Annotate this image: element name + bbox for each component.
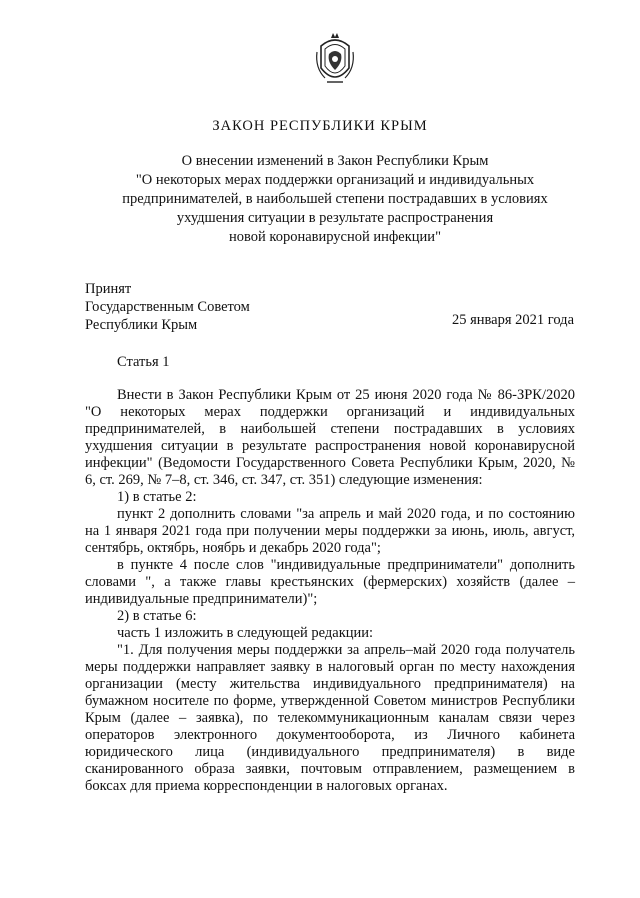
adoption-date: 25 января 2021 года — [451, 312, 574, 328]
article-heading: Статья 1 — [117, 354, 170, 370]
adopted-line: Республики Крым — [85, 317, 198, 333]
paragraph: часть 1 изложить в следующей редакции: — [117, 625, 374, 641]
crimea-coat-of-arms-icon — [313, 32, 357, 90]
paragraph: "1. Для получения меры поддержки за апрель–май 2020 года получатель меры поддержки направляет заявку в налоговый орган по месту нахождения организации (месту жительства индивидуального предпринимателя) на бумажном носителе по форме, утвержденной Советом министров Республики Крым (далее – заявка), по телекоммуникационным каналам связи через операторов электронного документооборота, из Личного кабинета юридического лица (индивидуального предпринимателя) в виде сканированного образа заявки, почтовым отправлением, размещением в боксах для приема корреспонденции в налоговых органах. — [85, 642, 575, 794]
paragraph: пункт 2 дополнить словами "за апрель и май 2020 года, и по состоянию на 1 января 2021 года при получении меры поддержки за июнь, июль, август, сентябрь, октябрь, ноябрь и декабрь 2020 года"; — [85, 506, 575, 556]
article-body — [85, 387, 575, 795]
law-title: ЗАКОН РЕСПУБЛИКИ КРЫМ — [212, 118, 428, 134]
subtitle-line: О внесении изменений в Закон Республики Крым — [181, 153, 489, 169]
paragraph: 1) в статье 2: — [117, 489, 197, 505]
paragraph: Внести в Закон Республики Крым от 25 июня 2020 года № 86-ЗРК/2020 "О некоторых мерах поддержки организаций и индивидуальных предпринимателей, в наибольшей степени пострадавших в условиях ухудшения ситуации в результате распространения новой коронавирусной инфекции" (Ведомости Государственного Совета Республики Крым, 2020, № 6, ст. 269, № 7–8, ст. 346, ст. 347, ст. 351) следующие изменения: — [85, 387, 575, 488]
adopted-line: Принят — [85, 281, 132, 297]
adopted-line: Государственным Советом — [85, 299, 250, 315]
paragraph: в пункте 4 после слов "индивидуальные предприниматели" дополнить словами ", а также главы крестьянских (фермерских) хозяйств (далее – индивидуальные предприниматели)"; — [85, 557, 575, 607]
law-subtitle — [100, 152, 570, 247]
subtitle-line: ухудшения ситуации в результате распространения — [176, 210, 494, 226]
subtitle-line: предпринимателей, в наибольшей степени пострадавших в условиях — [122, 191, 548, 207]
subtitle-line: "О некоторых мерах поддержки организаций и индивидуальных — [135, 172, 535, 188]
adoption-block — [85, 280, 250, 334]
paragraph: 2) в статье 6: — [117, 608, 197, 624]
subtitle-line: новой коронавирусной инфекции" — [229, 229, 441, 245]
